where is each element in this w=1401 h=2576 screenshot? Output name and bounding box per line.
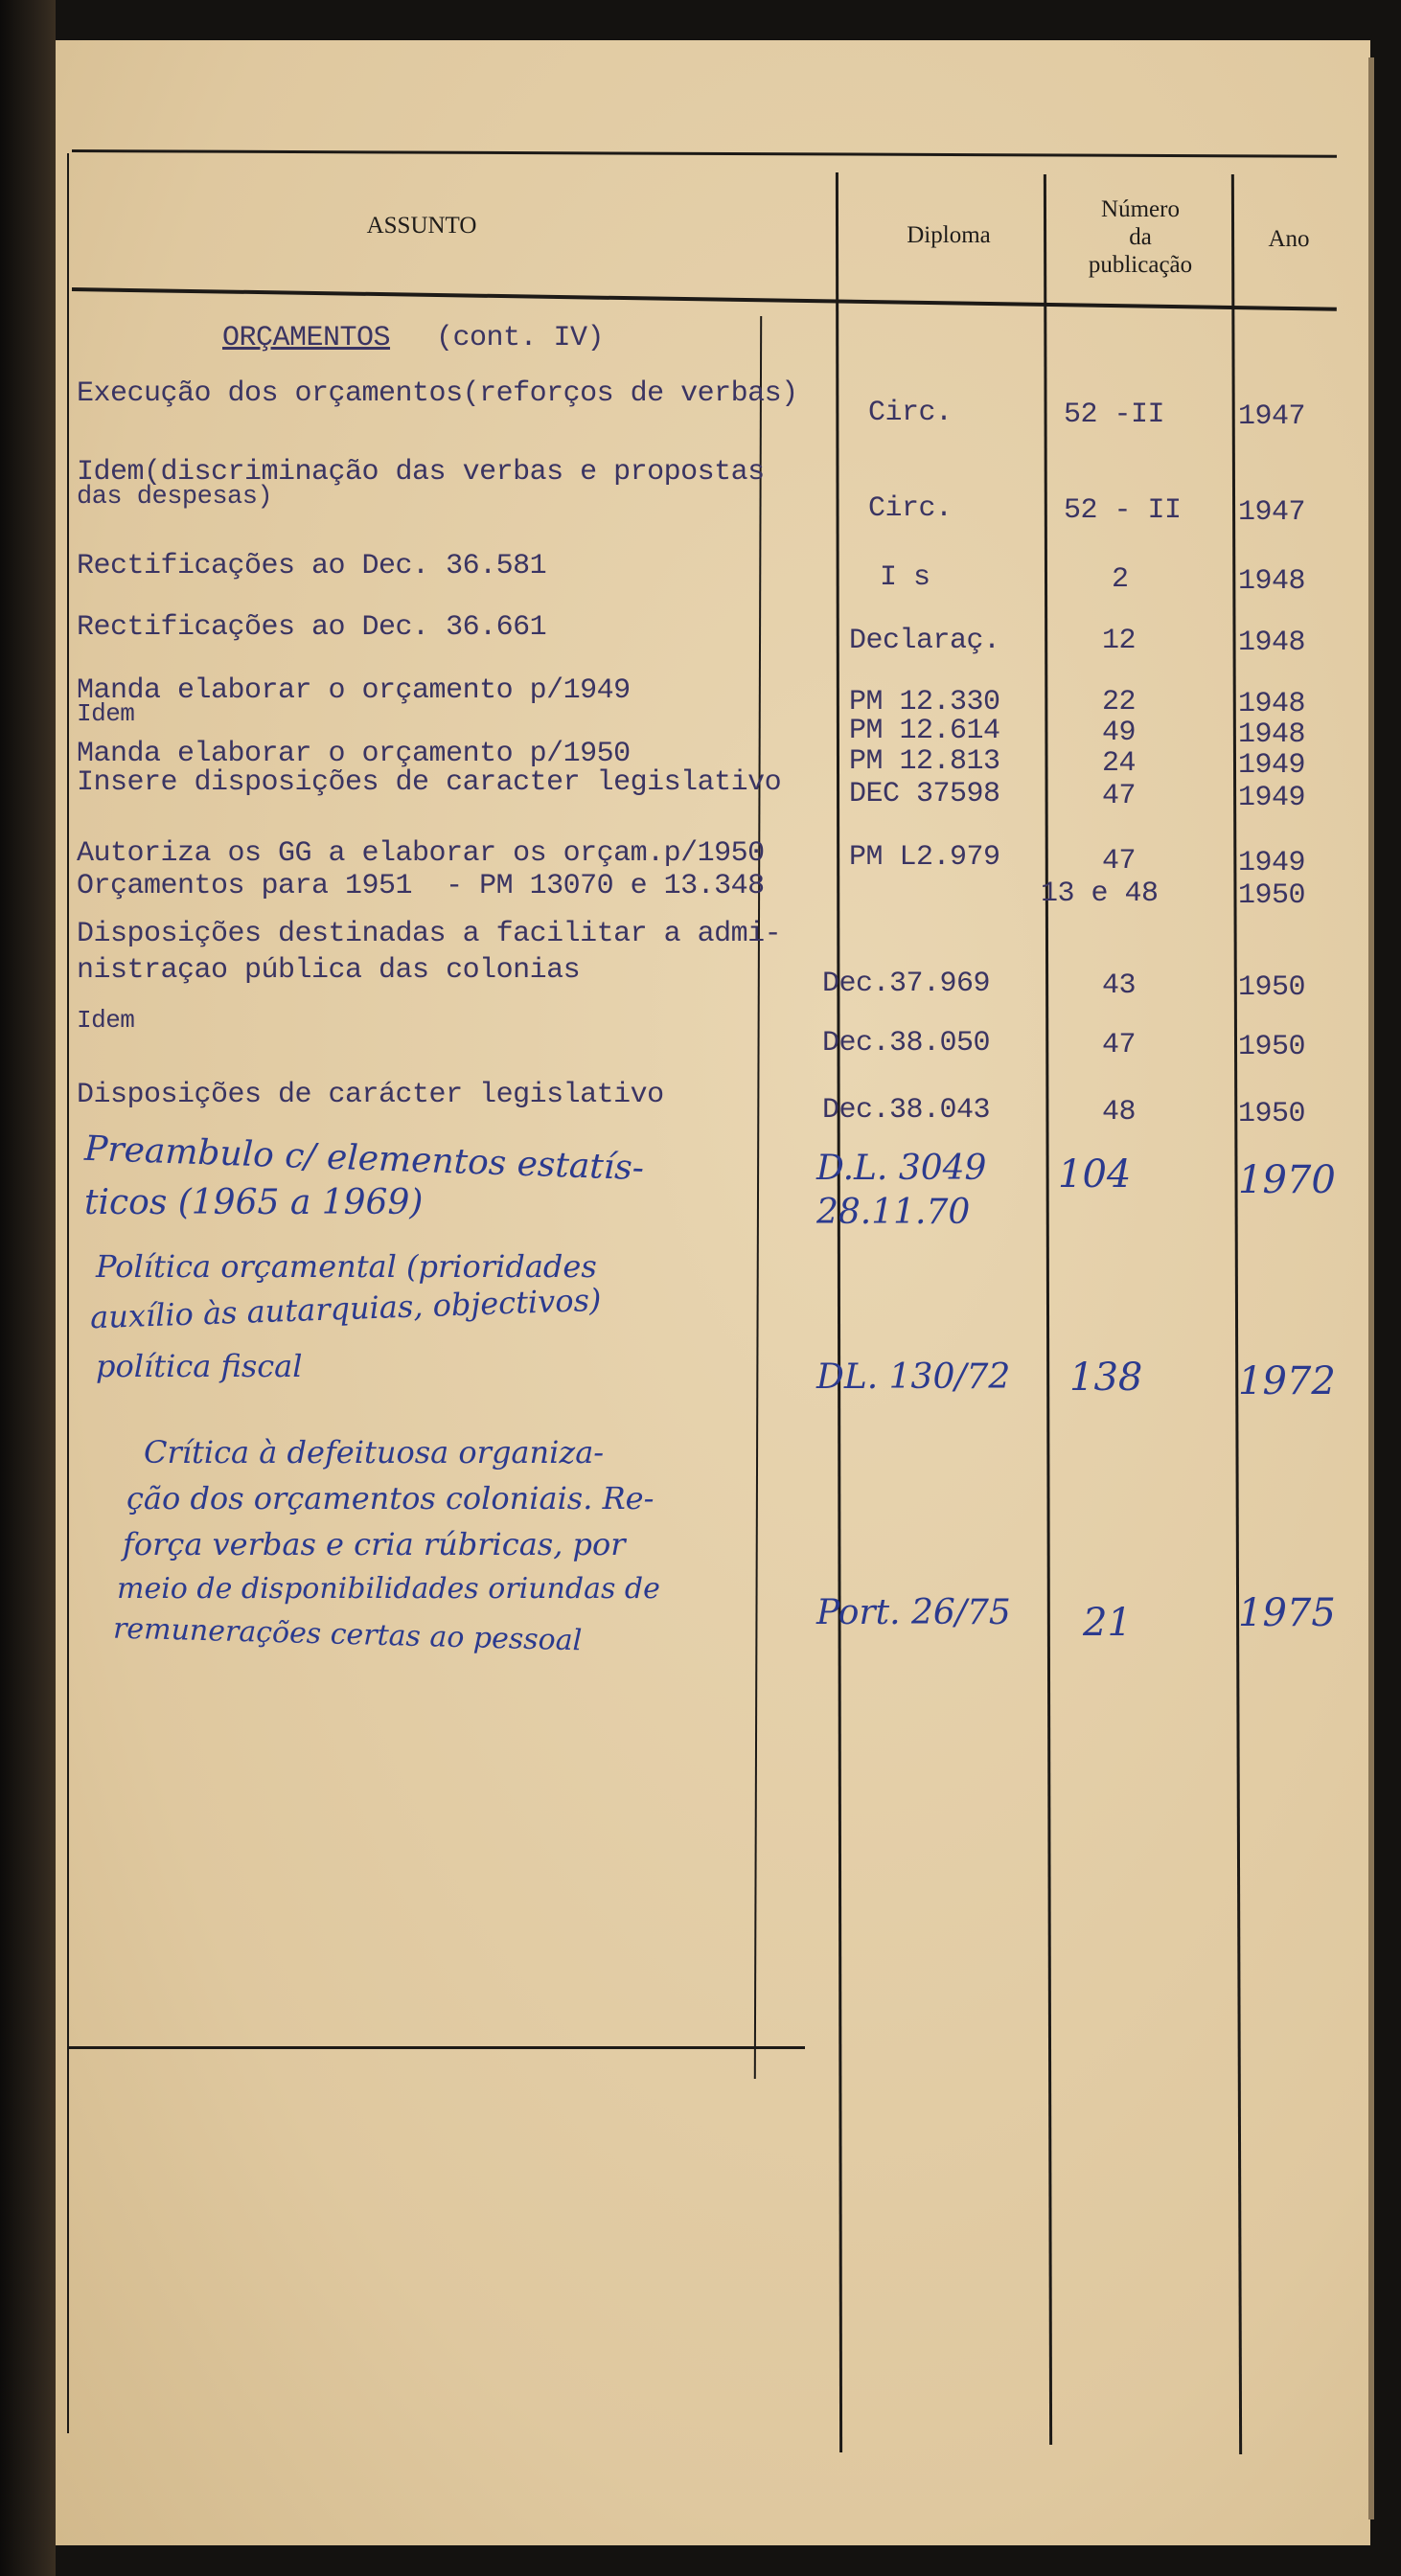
header-ano: Ano — [1268, 226, 1310, 252]
subject: Orçamentos para 1951 - PM 13070 e 13.348 — [77, 870, 765, 902]
subject: Manda elaborar o orçamento p/1949 — [77, 674, 631, 707]
subject: Política orçamental (prioridades — [96, 1248, 597, 1285]
year: 1948 — [1238, 565, 1306, 598]
subject: Rectificações ao Dec. 36.661 — [77, 611, 547, 644]
diploma: I s — [880, 561, 930, 594]
diploma: PM L2.979 — [849, 841, 1000, 874]
bottom-section-rule — [67, 2046, 805, 2049]
diploma: Circ. — [868, 492, 953, 525]
diploma: Port. 26/75 — [816, 1593, 1011, 1632]
header-assunto: ASSUNTO — [366, 213, 477, 239]
diploma: DL. 130/72 — [816, 1357, 1011, 1397]
subject: das despesas) — [77, 483, 273, 512]
number: 22 — [1102, 686, 1137, 718]
diploma: Declaraç. — [849, 625, 1000, 657]
year: 1948 — [1238, 718, 1306, 751]
diploma: PM 12.813 — [849, 745, 1000, 778]
subject: Crítica à defeituosa organiza- — [144, 1434, 605, 1470]
subject: auxílio às autarquias, objectivos) — [89, 1281, 603, 1336]
subject: ção dos orçamentos coloniais. Re- — [126, 1480, 655, 1516]
page-edge — [1368, 57, 1374, 2519]
section-continuation: (cont. IV) — [436, 322, 605, 354]
number: 52 -II — [1064, 399, 1165, 431]
number: 24 — [1102, 747, 1137, 780]
subject: política fiscal — [96, 1348, 303, 1384]
header-numero: Número da publicação — [1088, 196, 1193, 278]
number: 13 e 48 — [1041, 878, 1159, 910]
subject: força verbas e cria rúbricas, por — [123, 1526, 626, 1562]
subject: remunerações certas ao pessoal — [112, 1611, 583, 1658]
year: 1949 — [1238, 782, 1306, 814]
diploma: DEC 37598 — [849, 778, 1000, 810]
number: 2 — [1112, 563, 1129, 596]
subject: ticos (1965 a 1969) — [84, 1183, 424, 1222]
number: 47 — [1102, 845, 1137, 878]
book-spine — [0, 0, 56, 2576]
subject: Execução dos orçamentos(reforços de verbas) — [77, 377, 798, 410]
year: 1970 — [1238, 1158, 1336, 1202]
subject: nistraçao pública das colonias — [77, 954, 581, 987]
number: 52 - II — [1064, 494, 1182, 527]
subject: Idem — [77, 699, 135, 728]
year: 1948 — [1238, 688, 1306, 720]
number: 12 — [1102, 625, 1137, 657]
subject: Rectificações ao Dec. 36.581 — [77, 550, 547, 582]
number: 47 — [1102, 1029, 1137, 1061]
diploma: Dec.37.969 — [822, 968, 991, 1000]
subject: Preambulo c/ elementos estatís- — [83, 1128, 645, 1189]
left-rule — [67, 153, 69, 2433]
subject: Idem(discriminação das verbas e propostas — [77, 456, 765, 489]
year: 1950 — [1238, 971, 1306, 1004]
subject: Insere disposições de caracter legislativo — [77, 766, 782, 799]
section-title: ORÇAMENTOS — [222, 322, 391, 354]
subject: Manda elaborar o orçamento p/1950 — [77, 738, 631, 770]
subject: Disposições de carácter legislativo — [77, 1079, 664, 1111]
diploma: PM 12.330 — [849, 686, 1000, 718]
year: 1947 — [1238, 496, 1306, 529]
year: 1949 — [1238, 749, 1306, 782]
number: 138 — [1069, 1356, 1143, 1400]
subject: Autoriza os GG a elaborar os orçam.p/1950 — [77, 837, 765, 870]
year: 1948 — [1238, 627, 1306, 659]
number: 49 — [1102, 717, 1137, 749]
year: 1949 — [1238, 847, 1306, 879]
diploma: Dec.38.043 — [822, 1094, 991, 1127]
diploma: D.L. 3049 — [816, 1149, 987, 1188]
year: 1950 — [1238, 1098, 1306, 1130]
diploma: PM 12.614 — [849, 715, 1000, 747]
header-diploma: Diploma — [907, 222, 991, 248]
diploma: Circ. — [868, 397, 953, 429]
number: 104 — [1058, 1152, 1132, 1197]
year: 1972 — [1238, 1359, 1336, 1403]
number: 21 — [1083, 1601, 1132, 1645]
diploma: 28.11.70 — [816, 1193, 971, 1232]
number: 48 — [1102, 1096, 1137, 1128]
year: 1950 — [1238, 1031, 1306, 1063]
subject: Disposições destinadas a facilitar a admi- — [77, 918, 782, 950]
year: 1950 — [1238, 879, 1306, 912]
year: 1975 — [1238, 1591, 1336, 1635]
diploma: Dec.38.050 — [822, 1027, 991, 1060]
number: 47 — [1102, 780, 1137, 812]
number: 43 — [1102, 969, 1137, 1002]
subject: Idem — [77, 1006, 135, 1035]
subject: meio de disponibilidades oriundas de — [117, 1572, 660, 1606]
year: 1947 — [1238, 400, 1306, 433]
